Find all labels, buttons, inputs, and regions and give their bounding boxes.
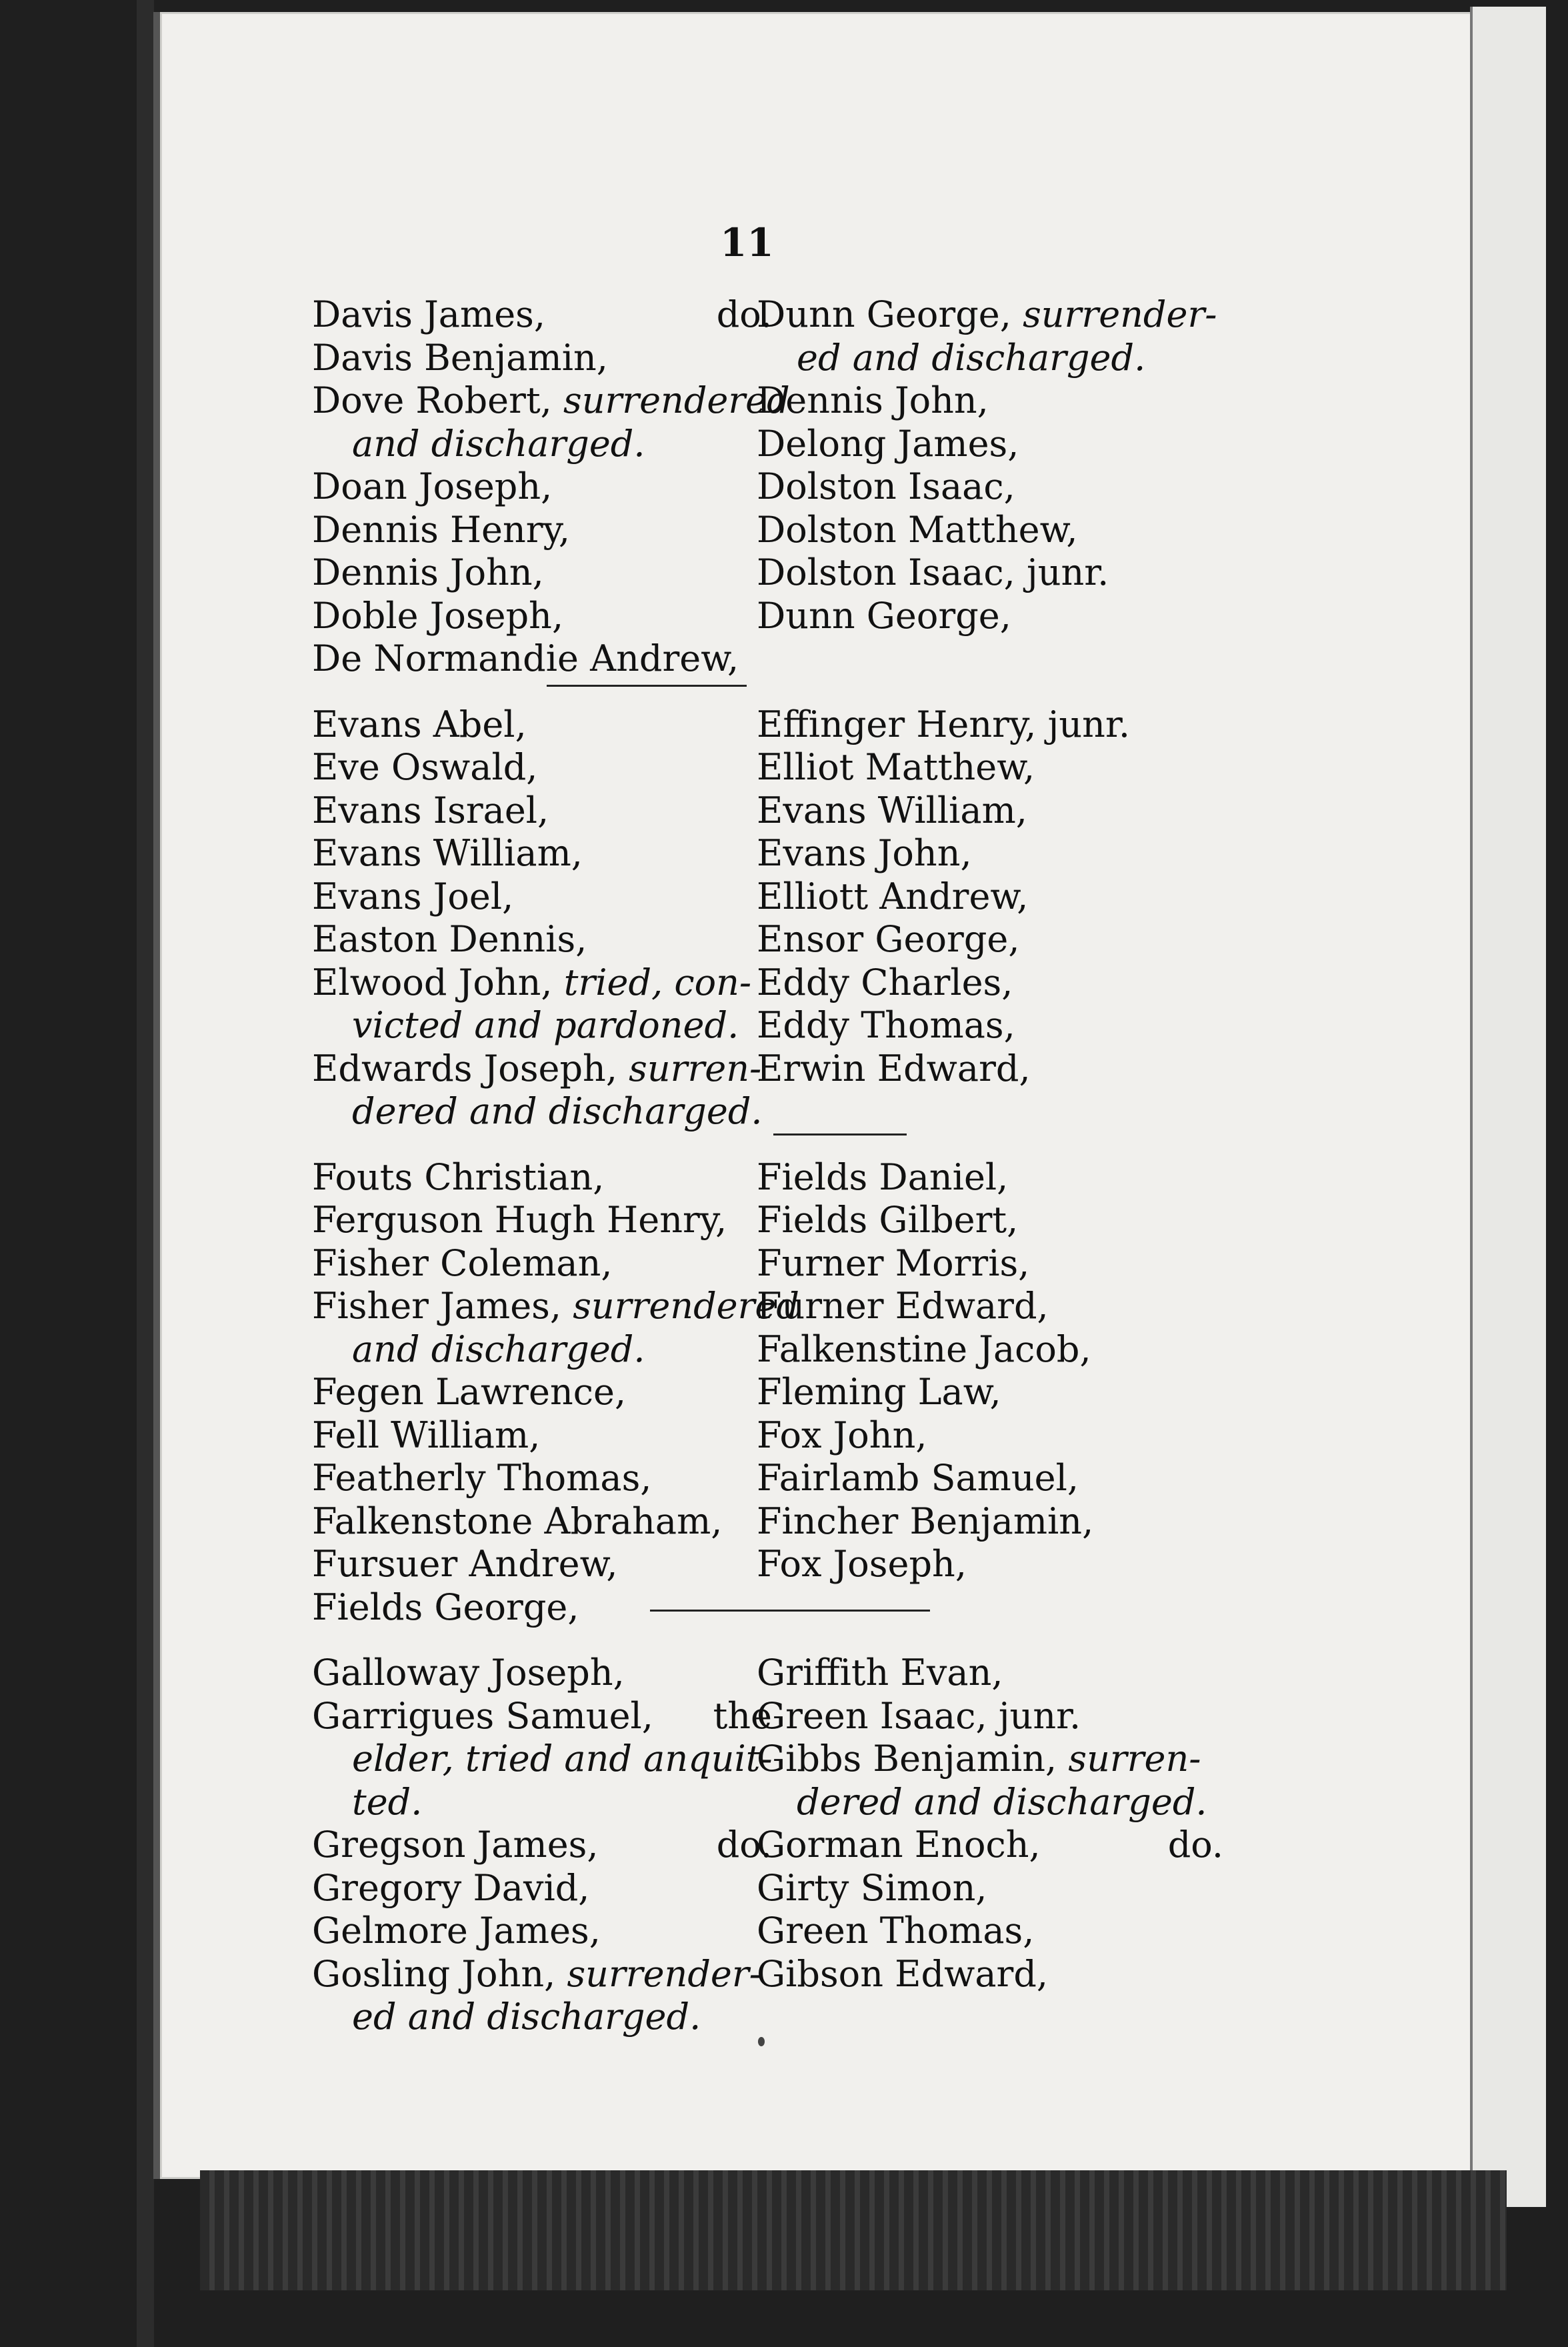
entry-note: surrendered [551, 379, 790, 421]
entry-name: Fields Daniel, [757, 1155, 1009, 1198]
entry-name: Fields Gilbert, [757, 1199, 1019, 1241]
list-item [757, 832, 1223, 875]
entry-name: Furner Edward, [757, 1285, 1049, 1327]
list-item [312, 423, 772, 466]
list-item [757, 293, 1223, 337]
entry-name: Delong James, [757, 422, 1019, 465]
entry-name: Garrigues Samuel, [312, 1694, 653, 1737]
list-item [757, 1285, 1223, 1328]
list-item [757, 1090, 1223, 1133]
entry-ditto: the [713, 1694, 772, 1737]
entry-name: Gosling John, [312, 1952, 556, 1995]
list-item [757, 1500, 1223, 1544]
entry-name: Davis Benjamin, [312, 336, 608, 379]
list-item [757, 1543, 1223, 1586]
list-item [312, 337, 772, 380]
entry-name: De Normandie Andrew, [312, 637, 739, 679]
entry-name: Easton Dennis, [312, 918, 587, 960]
entry-name: Fisher Coleman, [312, 1242, 613, 1284]
entry-name: Erwin Edward, [757, 1047, 1031, 1089]
entry-name: Fox John, [757, 1414, 927, 1456]
list-item [312, 1047, 772, 1091]
entry-note: victed and pardoned. [352, 1004, 739, 1046]
entry-name: Fell William, [312, 1414, 541, 1456]
entry-name: Gibson Edward, [757, 1952, 1049, 1995]
list-item [757, 918, 1223, 961]
entry-name: Dennis John, [312, 551, 544, 593]
list-item [312, 509, 772, 552]
list-item [312, 1371, 772, 1414]
list-item [757, 1047, 1223, 1091]
section-gap [757, 1133, 1223, 1156]
entry-name: Dunn George, [757, 293, 1011, 335]
list-item [312, 703, 772, 747]
left-column [312, 293, 799, 2039]
entry-name: Edwards Joseph, [312, 1047, 617, 1089]
entry-name: Eddy Charles, [757, 961, 1013, 1003]
entry-name: Girty Simon, [757, 1866, 987, 1909]
entry-note: surrender- [1011, 293, 1217, 335]
entry-name: Gibbs Benjamin, [757, 1738, 1057, 1780]
list-item [757, 1781, 1223, 1824]
list-item [757, 1371, 1223, 1414]
list-item [312, 832, 772, 875]
list-item [757, 1695, 1223, 1738]
entry-name: Griffith Evan, [757, 1652, 1003, 1694]
book-bottom-edge [200, 2170, 1507, 2290]
list-item [312, 1285, 799, 1328]
list-item [757, 637, 1223, 681]
entry-name: Fox Joseph, [757, 1543, 967, 1585]
list-item [312, 1910, 772, 1953]
list-item [312, 465, 772, 509]
entry-name: Effinger Henry, junr. [757, 703, 1130, 745]
list-item [312, 1500, 772, 1544]
list-item [757, 1328, 1223, 1372]
entry-name: Evans William, [757, 789, 1027, 831]
list-item [312, 1457, 772, 1500]
entry-note: surren- [1057, 1738, 1201, 1780]
entry-note: dered and discharged. [352, 1090, 763, 1132]
entry-name: Green Isaac, junr. [757, 1694, 1081, 1737]
entry-name: Doble Joseph, [312, 594, 564, 637]
list-item [312, 1090, 772, 1133]
section-gap [312, 681, 772, 703]
section-gap [312, 1133, 772, 1156]
entry-name: Ensor George, [757, 918, 1020, 960]
list-item [312, 1738, 772, 1781]
list-item [312, 637, 772, 681]
section-gap [312, 1629, 772, 1652]
list-item [312, 595, 772, 638]
entry-name: Eddy Thomas, [757, 1004, 1015, 1046]
entry-note: and discharged. [352, 1328, 645, 1370]
entry-note: surrender- [555, 1952, 761, 1995]
list-item [312, 961, 772, 1005]
list-item [312, 551, 772, 595]
entry-name: Furner Morris, [757, 1242, 1030, 1284]
list-item [757, 509, 1223, 552]
section-divider [547, 685, 747, 687]
list-item [757, 1414, 1223, 1458]
list-item [757, 1652, 1223, 1695]
list-item [312, 1781, 772, 1824]
list-item [757, 703, 1223, 747]
entry-name: Falkenstone Abraham, [312, 1500, 723, 1542]
entry-name: Fursuer Andrew, [312, 1543, 618, 1585]
list-item [312, 1996, 772, 2039]
entry-name: Doan Joseph, [312, 465, 553, 507]
list-item [312, 1953, 772, 1996]
list-item [757, 1910, 1223, 1953]
entry-name: Fouts Christian, [312, 1155, 605, 1198]
list-item [757, 961, 1223, 1005]
entry-name: Elliot Matthew, [757, 746, 1035, 788]
page-number: 11 [720, 220, 774, 265]
list-item [757, 1199, 1223, 1242]
entry-name: Dunn George, [757, 594, 1011, 637]
list-item [312, 918, 772, 961]
list-item [757, 1156, 1223, 1200]
list-item [312, 875, 772, 919]
book-spine [137, 0, 154, 2347]
list-item [757, 1867, 1223, 1910]
list-item [757, 1953, 1223, 1996]
entry-name: Dennis John, [757, 379, 989, 421]
list-item [757, 423, 1223, 466]
right-column [757, 293, 1223, 1996]
entry-name: Evans Israel, [312, 789, 549, 831]
entry-note: elder, tried and anquit- [352, 1738, 773, 1780]
entry-name: Ferguson Hugh Henry, [312, 1199, 727, 1241]
entry-name: Evans Joel, [312, 875, 514, 917]
list-item [757, 465, 1223, 509]
entry-note: surrendered [561, 1285, 799, 1327]
list-item [757, 379, 1223, 423]
list-item [757, 1457, 1223, 1500]
list-item [312, 1824, 772, 1867]
entry-name: Fisher James, [312, 1285, 562, 1327]
entry-name: Galloway Joseph, [312, 1652, 625, 1694]
entry-ditto: do. [1167, 1824, 1223, 1866]
list-item [757, 875, 1223, 919]
section-divider [650, 1610, 930, 1612]
section-divider [773, 1133, 907, 1135]
entry-name: Dolston Isaac, junr. [757, 551, 1109, 593]
entry-name: Dolston Matthew, [757, 508, 1078, 551]
entry-name: Featherly Thomas, [312, 1457, 652, 1499]
list-item [312, 379, 790, 423]
entry-name: Green Thomas, [757, 1910, 1035, 1952]
entry-name: Fleming Law, [757, 1371, 1001, 1413]
list-item [312, 1867, 772, 1910]
ink-speck [758, 2037, 765, 2046]
list-item [312, 1156, 772, 1200]
page-edge [1470, 7, 1546, 2207]
entry-name: Elliott Andrew, [757, 875, 1029, 917]
entry-name: Evans Abel, [312, 703, 527, 745]
list-item [312, 1004, 772, 1047]
list-item [312, 1242, 772, 1286]
entry-ditto: do. [716, 1824, 772, 1866]
section-gap [757, 681, 1223, 703]
entry-name: Gorman Enoch, [757, 1824, 1041, 1866]
entry-note: tried, con- [552, 961, 752, 1003]
list-item [757, 746, 1223, 789]
entry-name: Gregory David, [312, 1866, 590, 1909]
list-item [312, 1328, 772, 1372]
entry-name: Davis James, [312, 293, 546, 335]
list-item [757, 1004, 1223, 1047]
entry-name: Dolston Isaac, [757, 465, 1015, 507]
entry-name: Evans William, [312, 832, 583, 874]
entry-name: Dove Robert, [312, 379, 552, 421]
entry-name: Fincher Benjamin, [757, 1500, 1094, 1542]
entry-note: dered and discharged. [797, 1780, 1207, 1823]
entry-ditto: do. [716, 293, 772, 335]
entry-name: Fairlamb Samuel, [757, 1457, 1079, 1499]
entry-note: ted. [352, 1780, 423, 1823]
list-item [312, 1695, 772, 1738]
list-item [312, 1586, 772, 1630]
list-item [312, 1652, 772, 1695]
list-item [757, 789, 1223, 833]
entry-name: Dennis Henry, [312, 508, 571, 551]
list-item [312, 1414, 772, 1458]
entry-note: ed and discharged. [352, 1996, 701, 2038]
list-item [757, 1824, 1223, 1867]
entry-note: ed and discharged. [797, 336, 1146, 379]
list-item [757, 1586, 1223, 1630]
list-item [312, 746, 772, 789]
list-item [757, 337, 1223, 380]
list-item [757, 551, 1223, 595]
entry-name: Gelmore James, [312, 1910, 601, 1952]
entry-note: and discharged. [352, 422, 645, 465]
entry-name: Fegen Lawrence, [312, 1371, 627, 1413]
entry-name: Elwood John, [312, 961, 553, 1003]
list-item [312, 1199, 772, 1242]
entry-note: surren- [617, 1047, 762, 1089]
list-item [757, 1242, 1223, 1286]
entry-name: Evans John, [757, 832, 972, 874]
list-item [312, 1543, 772, 1586]
section-gap [757, 1629, 1223, 1652]
entry-name: Eve Oswald, [312, 746, 538, 788]
entry-name: Gregson James, [312, 1824, 599, 1866]
list-item [757, 1738, 1223, 1781]
entry-name: Fields George, [312, 1586, 579, 1628]
entry-name: Falkenstine Jacob, [757, 1328, 1091, 1370]
list-item [312, 293, 772, 337]
list-item [312, 789, 772, 833]
list-item [757, 595, 1223, 638]
